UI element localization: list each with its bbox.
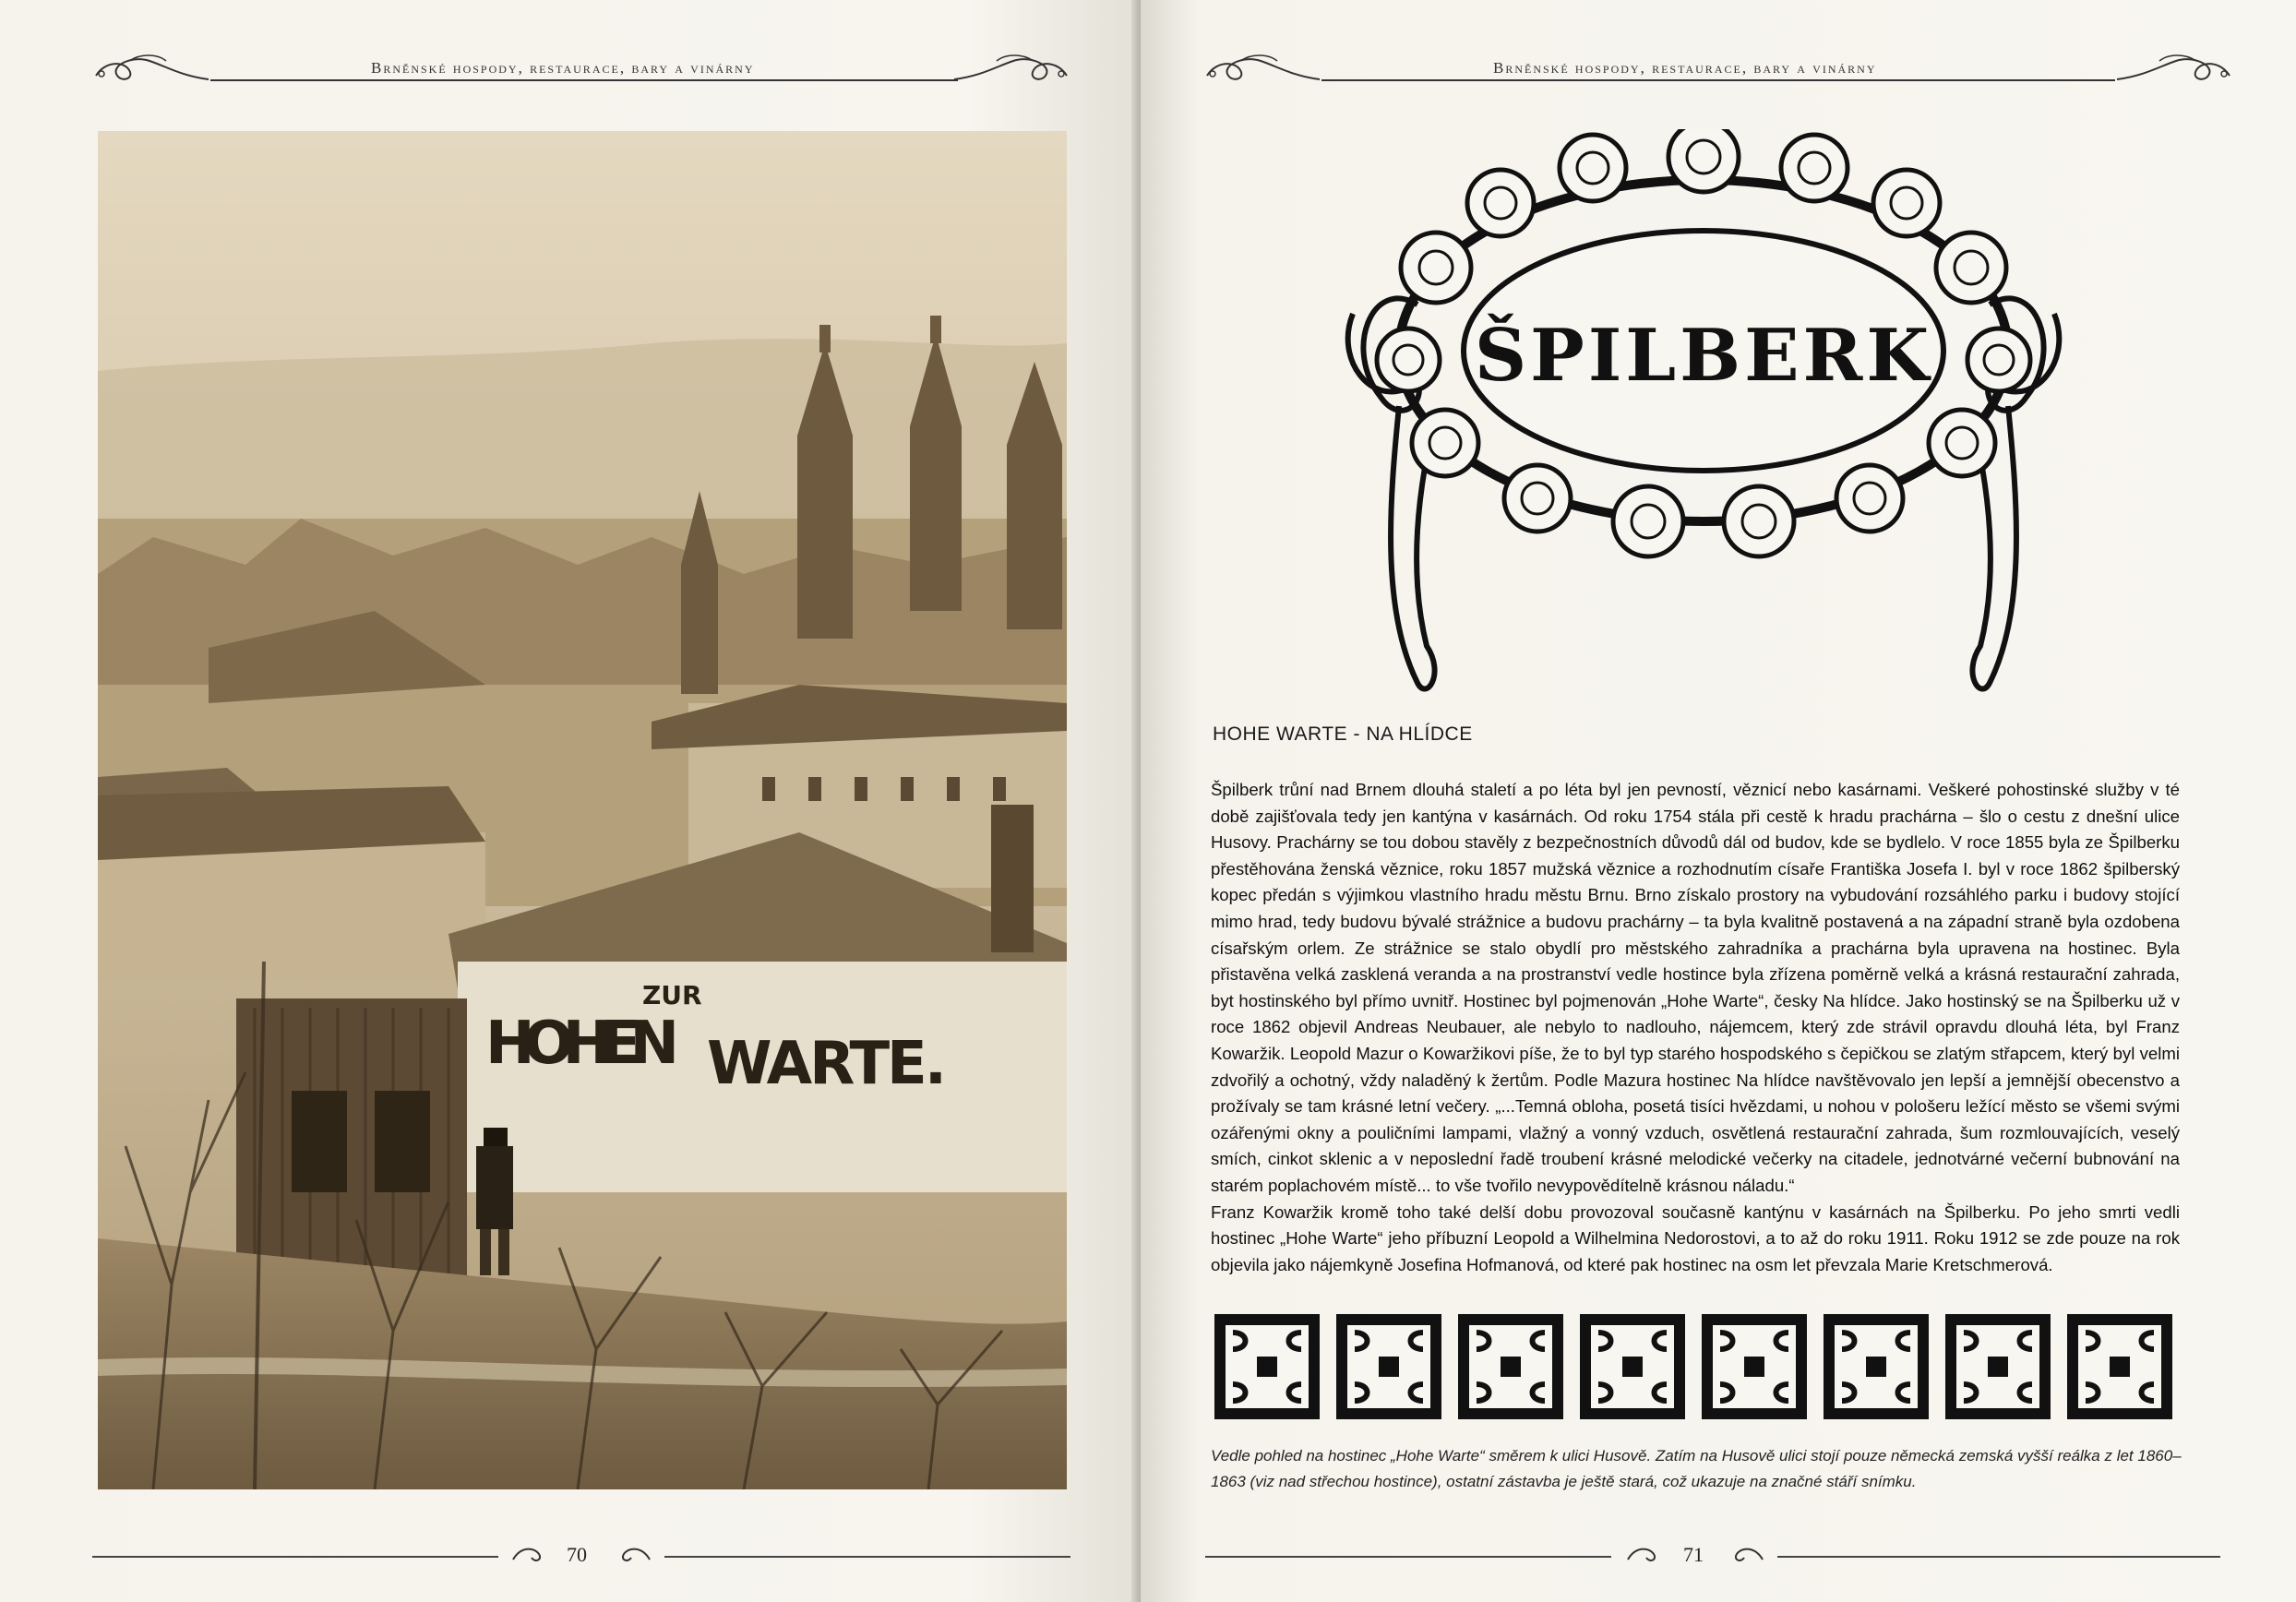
sign-warte: WARTE. <box>707 1030 947 1098</box>
decorative-tile-row <box>1213 1312 2180 1421</box>
folk-ornament-tile-icon <box>1334 1312 1443 1421</box>
folk-ornament-tile-icon <box>1943 1312 2052 1421</box>
flourish-left-icon <box>1203 48 1323 89</box>
historic-photo-hohe-warte <box>98 131 1067 1489</box>
article-paragraph: Franz Kowaržik kromě toho také delší dobu provozoval současně kantýnu v kasárnách na Špilberku. Po jeho smrti vedli hostinec „Hohe Warte“ jeho příbuzní Leopold a Wilhelmina Nedorostovi, a to až do roku 1911. Roku 1912 se zde pouze na rok objevila jako nájemkyně Josefina Hofmanová, od které pak hostinec na osm let převzala Marie Kretschmerová. <box>1211 1202 2180 1274</box>
right-footer <box>1205 1539 2239 1576</box>
folk-ornament-tile-icon <box>2065 1312 2174 1421</box>
article-paragraph: Špilberk trůní nad Brnem dlouhá staletí a po léta byl jen pevností, věznicí nebo kasárnami. Veškeré pohostinské služby v té době zajišťovala tedy jen kantýna v kasárnách. Od roku 1754 stála při cestě k hradu prachárna – šlo o cestu z dnešní ulice Husovy. Prachárny se tou dobou stavěly z bezpečnostních důvodů dál od budov, kde se bydlelo. V roce 1855 byla ze Špilberku přestěhována ženská věznice, roku 1857 mužská věznice a rozhodnutím císaře Františka Josefa I. byl v roce 1862 špilberský kopec předán s výjimkou vlastního hradu městu Brnu. Brno získalo prostory na vybudování rozsáhlého parku i budovy stojící mimo hrad, tedy budovu bývalé strážnice a budovu prachárny – ta byla kvalitně postavená a na západní straně byla ozdobena císařským orlem. Ze strážnice se stalo obydlí pro městského zahradníka a prachárna byla upravena na hostinec. Byla přistavěna velká zasklená veranda a na prostranství vedle hostince byla zřízena poměrně velká a krásná restaurační zahrada, byt hostinského byl přímo uvnitř. Hostinec byl pojmenován „Hohe Warte“, česky Na hlídce. Jako hostinský se na Špilberku už v roce 1862 objevil Andreas Neubauer, ale nebylo to nadlouho, nájemcem, který zde strávil opravdu dlouhá léta, byl Franz Kowaržik. Leopold Mazur o Kowaržikovi píše, že to byl typ starého hospodského s čepičkou se zlatým střapcem, který byl velmi zdvořilý a ochotný, vždy naladěný k žertům. Podle Mazura hostinec Na hlídce navštěvovalo jen lepší a jemnější obecenstvo a prožívaly se tam krásné letní večery. „...Temná obloha, posetá tisíci hvězdami, u nohou v pološeru ležící město se všemi svými ozářenými okny a pouličními lampami, vlažný a vonný vzduch, osvětlená restaurační zahrada, šum rozmlouvajících, veselý smích, cinkot sklenic a v neposlední řadě troubení krásné melodické večerky na citadele, jednotvárné večerní bubnování na starém poplachovém místě... to vše tvořilo nevypovědítelně krásnou náladu.“ <box>1211 780 2180 1195</box>
running-header-text: Brněnské hospody, restaurace, bary a vinárny <box>371 59 755 77</box>
left-page-number: 70 <box>567 1543 587 1566</box>
left-footer <box>92 1539 1070 1576</box>
footer-ornament-right-icon <box>1728 1545 1764 1565</box>
right-running-header <box>1203 48 2237 94</box>
folk-ornament-tile-icon <box>1578 1312 1687 1421</box>
footer-ornament-left-icon <box>1626 1545 1663 1565</box>
flourish-right-icon <box>951 48 1070 89</box>
footer-ornament-left-icon <box>511 1545 548 1565</box>
spilberk-rose-wreath-emblem <box>1316 129 2091 701</box>
flourish-right-icon <box>2113 48 2233 89</box>
sign-hohen: HOHEN <box>485 1010 679 1078</box>
article-body <box>1211 777 2180 1278</box>
left-running-header <box>92 48 1070 94</box>
left-page <box>0 0 1141 1602</box>
folk-ornament-tile-icon <box>1700 1312 1809 1421</box>
flourish-left-icon <box>92 48 212 89</box>
running-header-text: Brněnské hospody, restaurace, bary a vinárny <box>1493 59 1877 77</box>
section-heading: HOHE WARTE - NA HLÍDCE <box>1213 723 1473 745</box>
emblem-title: ŠPILBERK <box>1474 314 1933 398</box>
right-page <box>1141 0 2296 1602</box>
photo-caption: Vedle pohled na hostinec „Hohe Warte“ směrem k ulici Husově. Zatím na Husově ulici stojí pouze německá zemská vyšší reálka z let 1860–1863 (viz nad střechou hostince), ostatní zástavba je ještě stará, což ukazuje na značné stáří snímku. <box>1211 1447 2182 1490</box>
folk-ornament-tile-icon <box>1456 1312 1565 1421</box>
footer-ornament-right-icon <box>615 1545 652 1565</box>
folk-ornament-tile-icon <box>1213 1312 1321 1421</box>
right-page-number: 71 <box>1683 1543 1704 1566</box>
folk-ornament-tile-icon <box>1822 1312 1931 1421</box>
sign-zur: ZUR <box>642 980 702 1010</box>
